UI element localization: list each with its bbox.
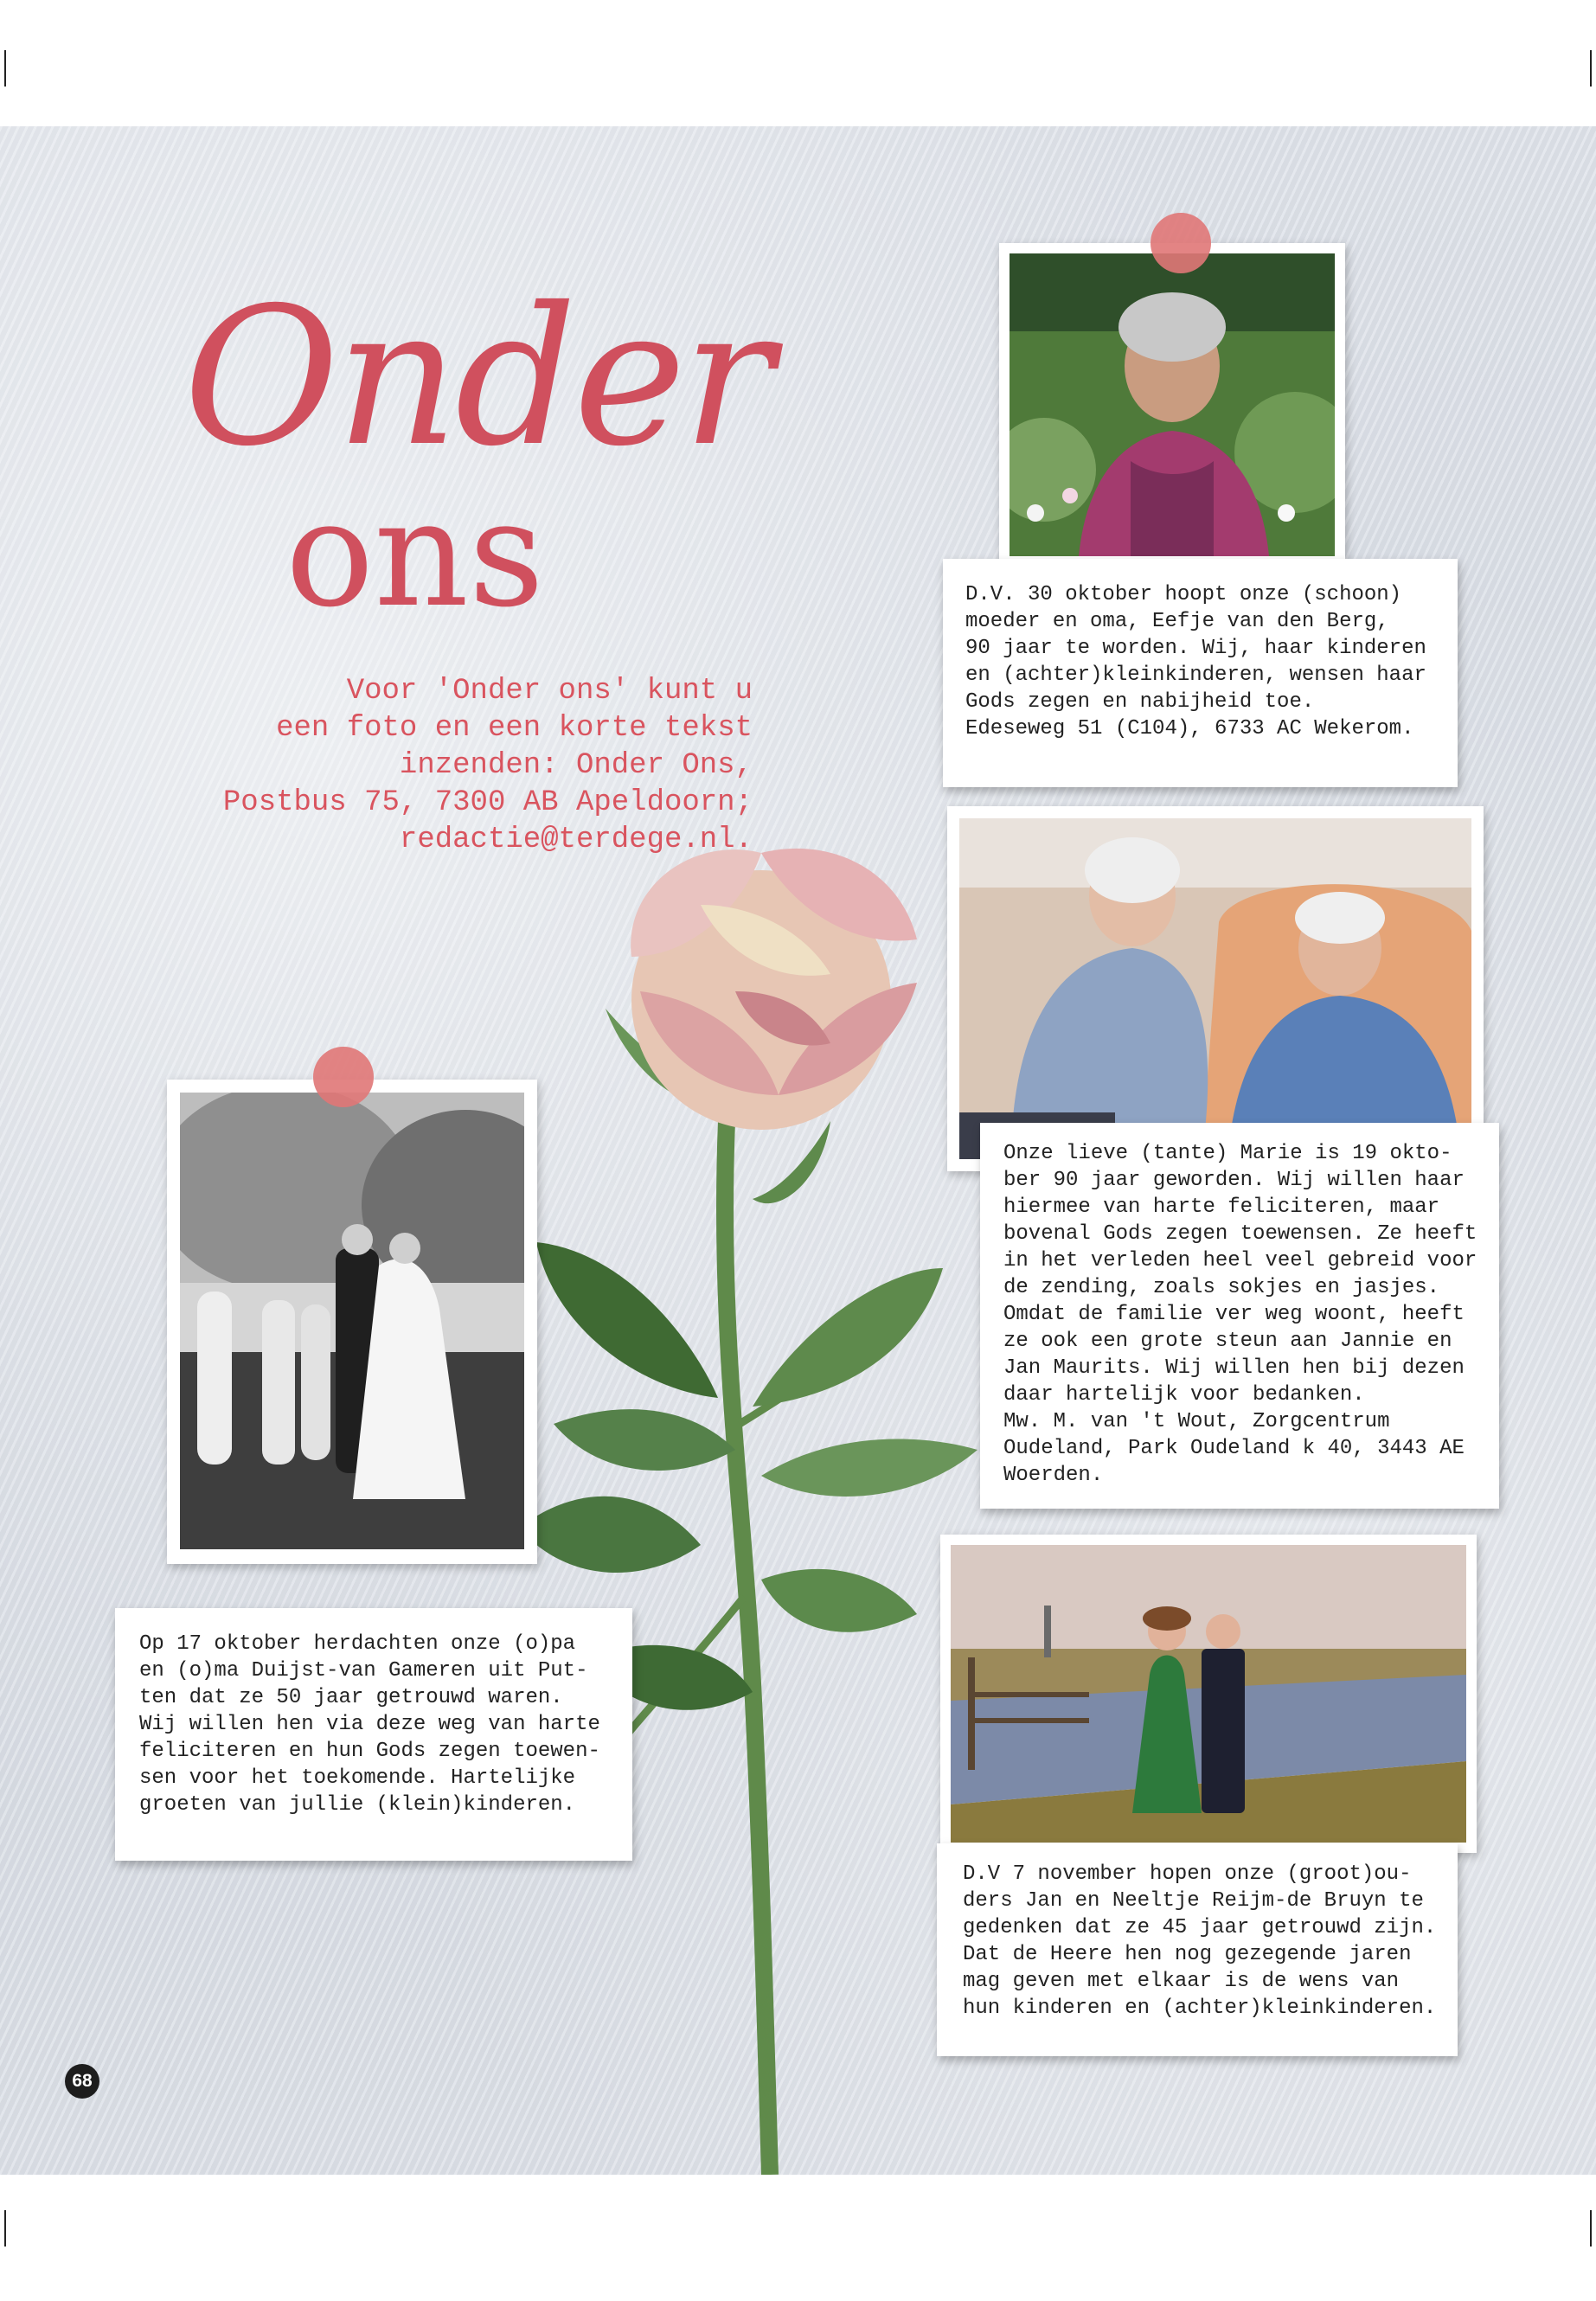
caption-line: daar hartelijk voor bedanken. [1003, 1383, 1365, 1407]
caption-line: gedenken dat ze 45 jaar getrouwd zijn. [963, 1916, 1437, 1939]
portrait-oma-image [1010, 253, 1335, 556]
caption-line: Dat de Heere hen nog gezegende jaren [963, 1943, 1412, 1966]
caption-line: Op 17 oktober herdachten onze (o)pa [139, 1632, 576, 1656]
caption-card-marie [980, 1123, 1499, 1509]
caption-line: en (o)ma Duijst-van Gameren uit Put- [139, 1659, 588, 1682]
caption-line: hiermee van harte feliciteren, maar [1003, 1195, 1440, 1219]
pin-decoration [1151, 213, 1211, 273]
page-title-line2: ons [285, 469, 545, 640]
photo-marie [947, 806, 1484, 1171]
caption-line: moeder en oma, Eefje van den Berg, [965, 610, 1389, 633]
caption-line: Woerden. [1003, 1464, 1104, 1487]
caption-line: en (achter)kleinkinderen, wensen haar [965, 663, 1426, 687]
intro-email[interactable]: redactie@terdege.nl. [399, 824, 753, 856]
caption-line: ber 90 jaar geworden. Wij willen haar [1003, 1169, 1465, 1192]
photo-reijm [940, 1535, 1477, 1853]
intro-line: Postbus 75, 7300 AB Apeldoorn; [222, 786, 753, 819]
caption-line: sen voor het toekomende. Hartelijke [139, 1766, 576, 1790]
crop-mark [1590, 50, 1592, 87]
magazine-page [0, 126, 1596, 2175]
pin-decoration [313, 1047, 374, 1107]
wedding-bw-image [180, 1093, 524, 1549]
caption-line: ten dat ze 50 jaar getrouwd waren. [139, 1686, 563, 1709]
crop-mark [4, 50, 6, 87]
caption-line: bovenal Gods zegen toewensen. Ze heeft [1003, 1222, 1477, 1246]
caption-card-duijst [115, 1608, 632, 1861]
caption-line: feliciteren en hun Gods zegen toewen- [139, 1740, 600, 1763]
page-number: 68 [65, 2064, 99, 2099]
intro-line: een foto en een korte tekst [276, 712, 753, 745]
caption-line: Onze lieve (tante) Marie is 19 okto- [1003, 1142, 1452, 1165]
caption-line: Oudeland, Park Oudeland k 40, 3443 AE [1003, 1437, 1465, 1460]
caption-line: in het verleden heel veel gebreid voor [1003, 1249, 1477, 1272]
caption-line: Jan Maurits. Wij willen hen bij dezen [1003, 1356, 1465, 1380]
caption-line: Wij willen hen via deze weg van harte [139, 1713, 600, 1736]
caption-line: ders Jan en Neeltje Reijm-de Bruyn te [963, 1889, 1424, 1913]
caption-line: ze ook een grote steun aan Jannie en [1003, 1330, 1452, 1353]
caption-line: de zending, zoals sokjes en jasjes. [1003, 1276, 1440, 1299]
wedding-canal-image [951, 1545, 1466, 1843]
caption-line: D.V. 30 oktober hoopt onze (schoon) [965, 583, 1402, 606]
caption-line: mag geven met elkaar is de wens van [963, 1970, 1400, 1993]
photo-eefje [999, 243, 1345, 563]
caption-line: D.V 7 november hopen onze (groot)ou- [963, 1862, 1412, 1886]
photo-duijst [167, 1080, 537, 1564]
intro-text [130, 673, 753, 859]
caption-line: 90 jaar te worden. Wij, haar kinderen [965, 637, 1426, 660]
caption-line: Mw. M. van 't Wout, Zorgcentrum [1003, 1410, 1390, 1433]
crop-mark [1590, 2210, 1592, 2247]
page-title-line1: Onder [183, 266, 771, 488]
caption-line: Omdat de familie ver weg woont, heeft [1003, 1303, 1465, 1326]
portrait-marie-image [959, 818, 1471, 1159]
intro-line: inzenden: Onder Ons, [399, 749, 753, 782]
caption-card-reijm [937, 1843, 1458, 2056]
caption-card-eefje [943, 559, 1458, 787]
intro-line: Voor 'Onder ons' kunt u [346, 675, 753, 708]
caption-line: Gods zegen en nabijheid toe. [965, 690, 1315, 714]
caption-line: hun kinderen en (achter)kleinkinderen. [963, 1997, 1437, 2020]
crop-mark [4, 2210, 6, 2247]
caption-line: groeten van jullie (klein)kinderen. [139, 1793, 576, 1817]
caption-line: Edeseweg 51 (C104), 6733 AC Wekerom. [965, 717, 1414, 740]
